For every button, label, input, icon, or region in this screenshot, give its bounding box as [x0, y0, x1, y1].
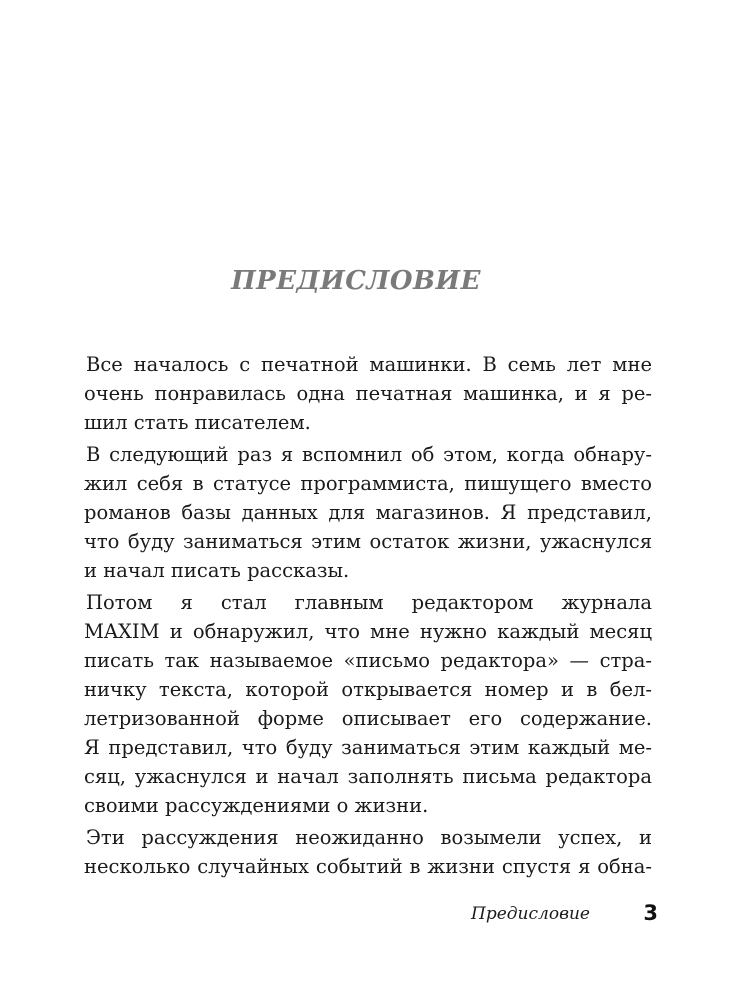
text-line: шил стать писателем. [84, 411, 311, 434]
text-line: своими рассуждениями о жизни. [84, 794, 429, 817]
text-line: Потом я стал главным редактором журнала [86, 591, 652, 614]
text-line: несколько случайных событий в жизни спустя я обна- [84, 855, 652, 878]
paragraph-2 [86, 440, 652, 585]
body-text [86, 350, 652, 884]
page-number: 3 [643, 901, 658, 925]
text-line: В следующий раз я вспомнил об этом, когда обнару- [86, 443, 652, 466]
text-line: Эти рассуждения неожиданно возымели успех, и [86, 826, 652, 849]
text-line: летризованной форме описывает его содержание. [84, 707, 652, 730]
text-line: MAXIM и обнаружил, что мне нужно каждый месяц [84, 620, 652, 643]
paragraph-4 [86, 823, 652, 881]
chapter-title: ПРЕДИСЛОВИЕ [231, 266, 481, 296]
text-line: Я представил, что буду заниматься этим каждый ме- [84, 736, 652, 759]
text-line: и начал писать рассказы. [84, 559, 350, 582]
paragraph-1 [86, 350, 652, 437]
text-line: что буду заниматься этим остаток жизни, ужаснулся [84, 530, 652, 553]
text-line: романов базы данных для магазинов. Я представил, [84, 501, 652, 524]
text-line: жил себя в статусе программиста, пишущего вместо [84, 472, 652, 495]
paragraph-3 [86, 588, 652, 820]
text-line: ничку текста, которой открывается номер и в бел- [84, 678, 652, 701]
running-footer-title: Предисловие [471, 904, 590, 924]
text-line: сяц, ужаснулся и начал заполнять письма редактора [84, 765, 652, 788]
text-line: Все началось с печатной машинки. В семь лет мне [86, 353, 652, 376]
text-line: писать так называемое «письмо редактора» — стра- [84, 649, 652, 672]
text-line: очень понравилась одна печатная машинка, и я ре- [84, 382, 652, 405]
